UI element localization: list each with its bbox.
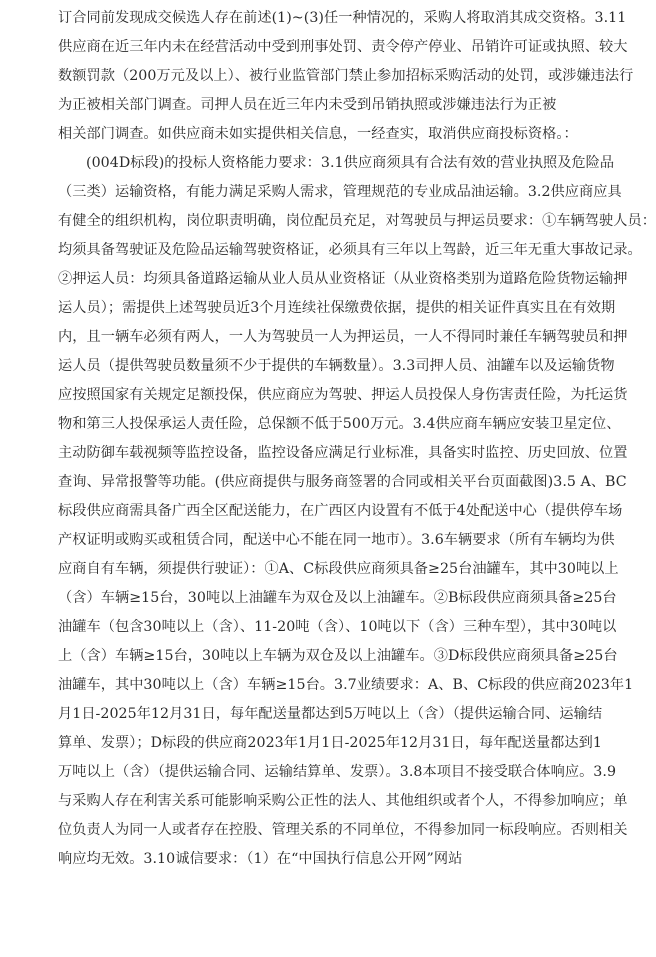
text-line: 上（含）车辆≥15台，30吨以上车辆为双仓及以上油罐车。③D标段供应商须具备≥25台 xyxy=(58,648,618,664)
text-line: 标段供应商需具备广西全区配送能力，在广西区内设置有不低于4处配送中心（提供停车场 xyxy=(58,503,623,519)
text-line: 主动防御车载视频等监控设备，监控设备应满足行业标准，具备实时监控、历史回放、位置 xyxy=(58,445,628,461)
text-line: 万吨以上（含）（提供运输合同、运输结算单、发票）。3.8本项目不接受联合体响应。3.9 xyxy=(58,764,617,780)
text-line: 为正被相关部门调查。司押人员在近三年内未受到吊销执照或涉嫌违法行为正被 xyxy=(58,97,557,113)
paragraph-start-line: (004D标段)的投标人资格能力要求：3.1供应商须具有合法有效的营业执照及危险品 xyxy=(86,155,615,171)
text-line: ②押运人员：均须具备道路运输从业人员从业资格证（从业资格类别为道路危险货物运输押 xyxy=(58,271,628,287)
text-line: 应商自有车辆，须提供行驶证）：①A、C标段供应商须具备≥25台油罐车，其中30吨以上 xyxy=(58,561,619,577)
text-line: 位负责人为同一人或者存在控股、管理关系的不同单位，不得参加同一标段响应。否则相关 xyxy=(58,822,628,838)
text-line: 查询、异常报警等功能。(供应商提供与服务商签署的合同或相关平台页面截图)3.5 A、BC xyxy=(58,474,627,490)
text-line: 产权证明或购买或租赁合同，配送中心不能在同一地市）。3.6车辆要求（所有车辆均为供 xyxy=(58,532,615,548)
text-line: 油罐车，其中30吨以上（含）车辆≥15台。3.7业绩要求：A、B、C标段的供应商2023年1 xyxy=(58,677,634,693)
document-body xyxy=(58,4,656,874)
text-line: 算单、发票）；D标段的供应商2023年1月1日-2025年12月31日，每年配送量都达到1 xyxy=(58,735,602,751)
text-line: 均须具备驾驶证及危险品运输驾驶资格证，必须具有三年以上驾龄，近三年无重大事故记录。 xyxy=(58,242,642,258)
text-line: 相关部门调查。如供应商未如实提供相关信息，一经查实，取消供应商投标资格。： xyxy=(58,126,578,142)
text-line: （含）车辆≥15台，30吨以上油罐车为双仓及以上油罐车。②B标段供应商须具备≥25台 xyxy=(58,590,617,606)
text-line: 供应商在近三年内未在经营活动中受到刑事处罚、责令停产停业、吊销许可证或执照、较大 xyxy=(58,39,628,55)
text-line: 运人员（提供驾驶员数量须不少于提供的车辆数量）。3.3司押人员、油罐车以及运输货物 xyxy=(58,358,615,374)
text-line: 内，且一辆车必须有两人，一人为驾驶员一人为押运员，一人不得同时兼任车辆驾驶员和押 xyxy=(58,329,628,345)
text-line: 数额罚款（200万元及以上）、被行业监管部门禁止参加招标采购活动的处罚，或涉嫌违法行 xyxy=(58,68,634,84)
text-line: 运人员）；需提供上述驾驶员近3个月连续社保缴费依据，提供的相关证件真实且在有效期 xyxy=(58,300,616,316)
text-line: （三类）运输资格，有能力满足采购人需求，管理规范的专业成品油运输。3.2供应商应具 xyxy=(58,184,622,200)
text-line: 有健全的组织机构，岗位职责明确，岗位配员充足，对驾驶员与押运员要求：①车辆驾驶人员： xyxy=(58,213,656,229)
text-line: 订合同前发现成交候选人存在前述(1)~(3)任一种情况的，采购人将取消其成交资格。3.11 xyxy=(58,10,627,26)
text-line: 响应均无效。3.10诚信要求：（1）在“中国执行信息公开网”网站 xyxy=(58,851,463,867)
text-line: 应按照国家有关规定足额投保，供应商应为驾驶、押运人员投保人身伤害责任险，为托运货 xyxy=(58,387,628,403)
text-line: 油罐车（包含30吨以上（含）、11-20吨（含）、10吨以下（含）三种车型），其中30吨以 xyxy=(58,619,617,635)
text-line: 物和第三人投保承运人责任险，总保额不低于500万元。3.4供应商车辆应安装卫星定位、 xyxy=(58,416,621,432)
text-line: 与采购人存在利害关系可能影响采购公正性的法人、其他组织或者个人，不得参加响应；单 xyxy=(58,793,628,809)
text-line: 月1日-2025年12月31日，每年配送量都达到5万吨以上（含）（提供运输合同、运输结 xyxy=(58,706,603,722)
